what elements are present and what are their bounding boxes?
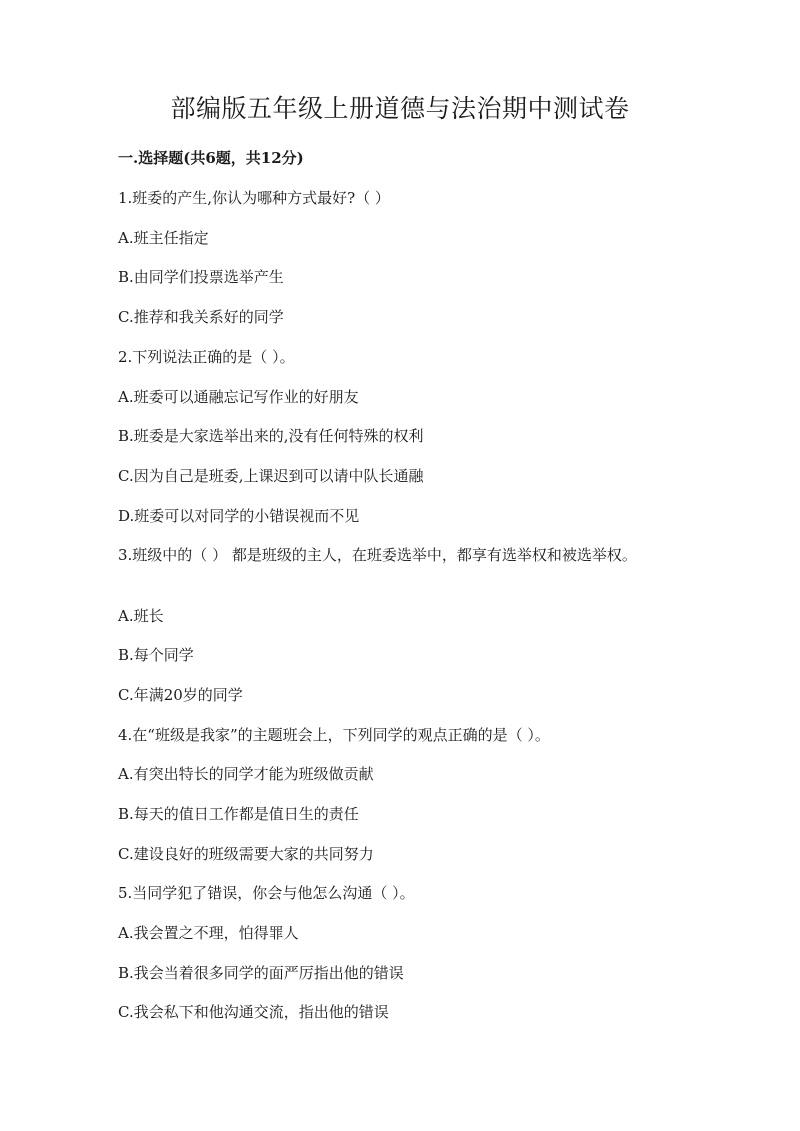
document-title: 部编版五年级上册道德与法治期中测试卷 (170, 94, 630, 123)
question-3-option-c: C.年满20岁的同学 (118, 686, 243, 704)
question-5-option-a: A.我会置之不理，怕得罪人 (118, 924, 299, 942)
question-2-option-c: C.因为自己是班委,上课迟到可以请中队长通融 (118, 467, 424, 485)
question-3-option-a: A.班长 (118, 607, 164, 625)
question-1-stem: 1.班委的产生,你认为哪种方式最好?（ ） (118, 189, 390, 207)
question-3-stem: 3.班级中的（ ） 都是班级的主人，在班委选举中，都享有选举权和被选举权。 (118, 546, 637, 564)
question-1-option-b: B.由同学们投票选举产生 (118, 268, 284, 286)
question-4-option-b: B.每天的值日工作都是值日生的责任 (118, 805, 359, 823)
question-4-option-c: C.建设良好的班级需要大家的共同努力 (118, 845, 374, 863)
question-1-option-a: A.班主任指定 (118, 229, 209, 247)
question-2-stem: 2.下列说法正确的是（ ）。 (118, 348, 295, 366)
question-2-option-d: D.班委可以对同学的小错误视而不见 (118, 507, 360, 525)
question-2-option-a: A.班委可以通融忘记写作业的好朋友 (118, 388, 359, 406)
question-5-option-b: B.我会当着很多同学的面严厉指出他的错误 (118, 964, 404, 982)
question-1-option-c: C.推荐和我关系好的同学 (118, 308, 284, 326)
question-2-option-b: B.班委是大家选举出来的,没有任何特殊的权利 (118, 427, 424, 445)
question-5-stem: 5.当同学犯了错误，你会与他怎么沟通（ ）。 (118, 884, 415, 902)
section-heading: 一.选择题(共6题，共12分) (118, 149, 304, 167)
question-4-stem: 4.在“班级是我家”的主题班会上，下列同学的观点正确的是（ ）。 (118, 726, 550, 744)
question-5-option-c: C.我会私下和他沟通交流，指出他的错误 (118, 1003, 389, 1021)
question-4-option-a: A.有突出特长的同学才能为班级做贡献 (118, 765, 374, 783)
question-3-option-b: B.每个同学 (118, 646, 194, 664)
